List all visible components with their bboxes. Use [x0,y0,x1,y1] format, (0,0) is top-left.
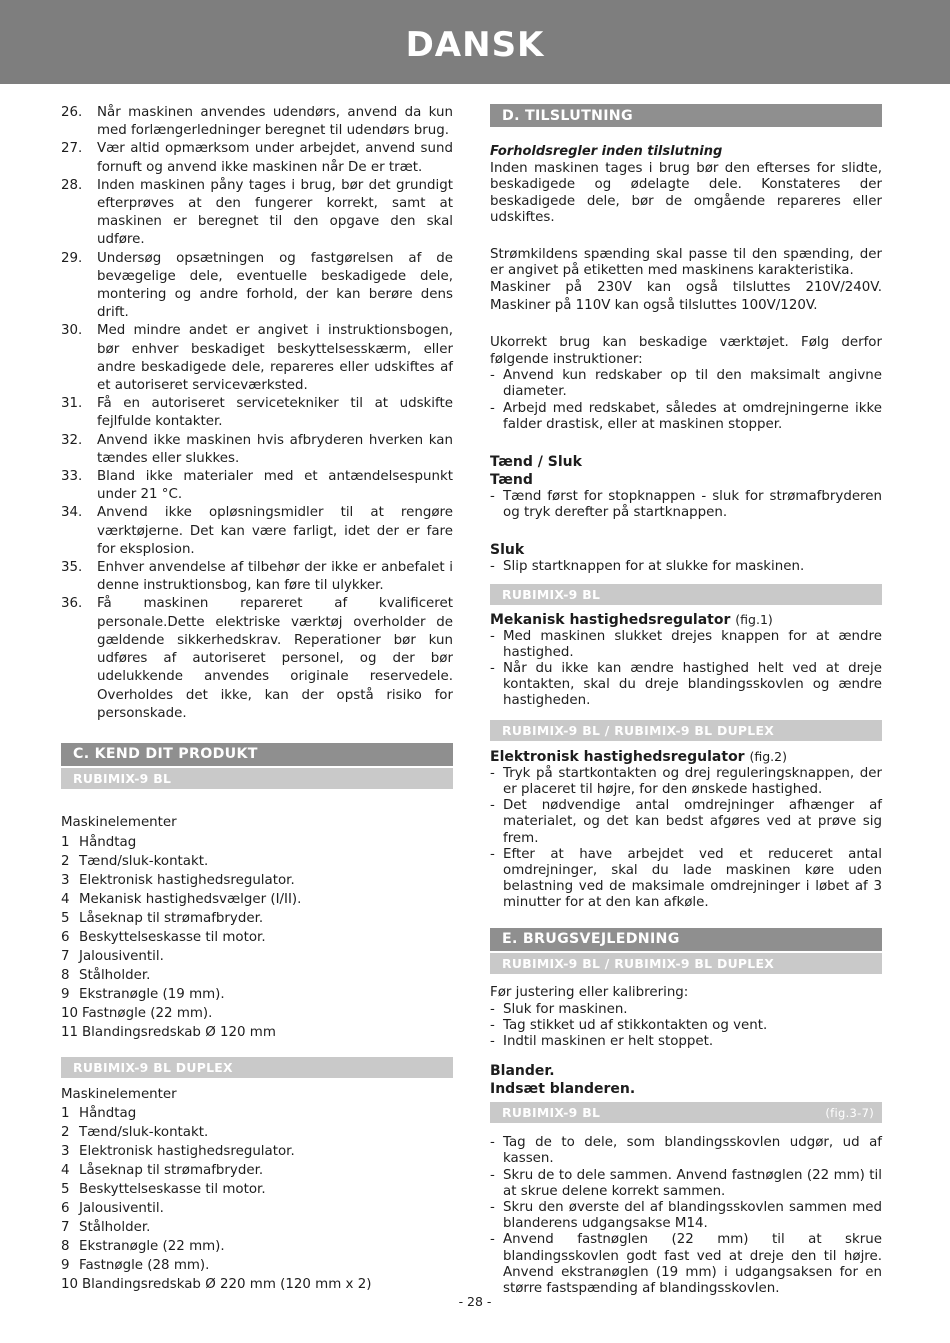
left-column [61,104,453,1294]
section-e-header: E. BRUGSVEJLEDNING [490,928,882,951]
insert-heading: Indsæt blanderen. [490,1081,636,1098]
item-text: Beskyttelseskasse til motor. [79,929,266,945]
list-item [61,1218,453,1237]
item-text: Jalousiventil. [79,1201,164,1217]
list-item [61,1256,453,1275]
item-number: 5 [61,1182,70,1198]
item-number: 2 [61,1125,70,1141]
section-d-header: D. TILSLUTNING [490,104,882,127]
item-number: 36. [61,596,83,612]
elements-label: Maskinelementer [61,814,177,830]
list-item [61,468,453,504]
item-number: 27. [61,141,83,157]
list-item [61,1142,453,1161]
item-number: 30. [61,323,83,339]
list-item [61,322,453,395]
list-item [61,250,453,323]
paragraph-inspection: Inden maskinen tages i brug bør den efterses for slidte, beskadigede og ødelagte dele. Konstateres der beskadigede dele, bør de omgående repareres eller udskiftes. [490,161,882,226]
list-item [61,871,453,890]
list-item [61,852,453,871]
item-number: 2 [61,853,70,869]
adjust-intro: Før justering eller kalibrering: [490,984,689,1000]
list-item: - Sluk for maskinen. [490,1002,882,1018]
list-item: - Tryk på startkontakten og drej reguleringsknappen, der er placeret til højre, for den ønskede hastighed. [490,766,882,798]
item-text: Elektronisk hastighedsregulator. [79,872,295,888]
item-text: Beskyttelseskasse til motor. [79,1182,266,1198]
item-number: 8 [61,1239,70,1255]
list-item: - Tag de to dele, som blandingsskovlen udgør, ud af kassen. [490,1135,882,1167]
off-heading: Sluk [490,542,525,559]
item-number: 11 [61,1024,79,1040]
item-text: Fastnøgle (22 mm). [82,1005,213,1021]
item-text: Mekanisk hastighedsvælger (I/II). [79,891,302,907]
item-number: 10 [61,1005,79,1021]
element-list-duplex [61,1104,453,1294]
list-item [61,559,453,595]
item-text: Elektronisk hastighedsregulator. [79,1144,295,1160]
adjust-list [490,1002,882,1051]
list-item: - Når du ikke kan ændre hastighed helt ved at dreje kontakten, skal du dreje blandingsskovlen og ændre hastigheden. [490,661,882,710]
item-number: 7 [61,1220,70,1236]
paragraph-voltage-compat: Maskiner på 230V kan også tilsluttes 210V/240V. Maskiner på 110V kan også tilsluttes 100V/120V. [490,280,882,314]
item-number: 4 [61,1163,70,1179]
elements-label-duplex: Maskinelementer [61,1086,177,1102]
list-item: - Slip startknappen for at slukke for maskinen. [490,559,882,575]
item-number: 8 [61,967,70,983]
list-item [61,104,453,140]
list-item [61,1123,453,1142]
list-item [61,928,453,947]
item-number: 5 [61,910,70,926]
on-heading: Tænd [490,472,533,489]
item-text: Få en autoriseret servicetekniker til at udskifte fejlfulde kontakter. [97,396,453,430]
list-item [61,1104,453,1123]
item-number: 35. [61,560,83,576]
mech-subheader: RUBIMIX-9 BL [490,584,882,605]
item-text: Blandingsredskab Ø 220 mm (120 mm x 2) [82,1277,372,1293]
item-number: 6 [61,1201,70,1217]
usage-list [490,368,882,433]
item-text: Håndtag [79,1106,137,1122]
item-text: Fastnøgle (28 mm). [79,1258,210,1274]
list-item: - Indtil maskinen er helt stoppet. [490,1034,882,1050]
list-item [61,1237,453,1256]
list-item [61,985,453,1004]
item-number: 33. [61,469,83,485]
item-number: 34. [61,505,83,521]
list-item [61,1161,453,1180]
item-number: 4 [61,891,70,907]
item-text: Ekstranøgle (19 mm). [79,986,225,1002]
item-text: Vær altid opmærksom under arbejdet, anvend sund fornuft og anvend ikke maskinen når De er træt. [97,141,453,175]
item-number: 6 [61,929,70,945]
list-item [61,140,453,176]
item-number: 1 [61,1106,70,1122]
item-text: Stålholder. [79,1220,151,1236]
item-number: 1 [61,834,70,850]
item-text: Blandingsredskab Ø 120 mm [82,1024,276,1040]
item-text: Låseknap til strømafbryder. [79,1163,264,1179]
elec-list [490,766,882,912]
paragraph-usage: Ukorrekt brug kan beskadige værktøjet. Følg derfor følgende instruktioner: [490,335,882,367]
section-c-header: C. KEND DIT PRODUKT [61,743,453,766]
item-text: Håndtag [79,834,137,850]
list-item [61,890,453,909]
list-item [61,1023,453,1042]
section-e-subheader: RUBIMIX-9 BL / RUBIMIX-9 BL DUPLEX [490,953,882,974]
right-column [490,104,882,1297]
element-list-rubimix [61,833,453,1042]
item-text: Låseknap til strømafbryder. [79,910,264,926]
mounting-steps-list [490,1135,882,1297]
item-number: 3 [61,1144,70,1160]
item-text: Ekstranøgle (22 mm). [79,1239,225,1255]
mech-heading: Mekanisk hastighedsregulator (fig.1) [490,611,773,628]
list-item: - Anvend kun redskaber op til den maksimalt angivne diameter. [490,368,882,400]
mech-list [490,629,882,710]
item-text: Jalousiventil. [79,948,164,964]
item-text: Inden maskinen påny tages i brug, bør det grundigt efterprøves at den fungerer korrekt, samt at maskinen er beregnet til den opgave den skal udføre. [97,177,453,248]
list-item [61,966,453,985]
page-title: DANSK [405,25,545,65]
list-item: - Tag stikket ud af stikkontakten og vent. [490,1018,882,1034]
on-list [490,489,882,521]
page-number: - 28 - [458,1294,492,1309]
precautions-heading: Forholdsregler inden tilslutning [490,144,723,159]
list-item [61,1275,453,1294]
item-text: Få maskinen repareret af kvalificeret personale.Dette elektriske værktøj overholder de gældende sikkerhedskrav. Reperationer bør kun udføres af autoriseret personel, og der bør udelukkende anvendes originale reservedele. Overholdes det ikke, kan der opstå risiko for personskade. [97,596,453,721]
section-c-subheader: RUBIMIX-9 BL [61,768,453,789]
item-number: 26. [61,105,83,120]
list-item [61,595,453,722]
list-item [61,1004,453,1023]
list-item [61,504,453,559]
list-item [61,909,453,928]
item-text: Anvend ikke maskinen hvis afbryderen hverken kan tændes eller slukkes. [97,432,453,466]
item-text: Tænd/sluk-kontakt. [79,853,209,869]
list-item: - Skru de to dele sammen. Anvend fastnøglen (22 mm) til at skrue delene korrekt sammen. [490,1168,882,1200]
list-item [61,1199,453,1218]
item-number: 7 [61,948,70,964]
item-text: Tænd/sluk-kontakt. [79,1125,209,1141]
paragraph-voltage: Strømkildens spænding skal passe til den spænding, der er angivet på etiketten med maskinens karakteristika. [490,246,882,279]
item-number: 9 [61,1258,70,1274]
item-text: Enhver anvendelse af tilbehør der ikke er anbefalet i denne instruktionsbog, kan føre til ulykker. [97,560,453,594]
list-item [61,833,453,852]
list-item: - Det nødvendige antal omdrejninger afhænger af materialet, og det kan bedst afgøres ved at prøve sig frem. [490,798,882,847]
item-text: Når maskinen anvendes udendørs, anvend da kun med forlængerledninger beregnet til udendørs brug. [97,105,453,139]
list-item: - Tænd først for stopknappen - sluk for strømafbryderen og tryk derefter på startknappen. [490,489,882,521]
list-item: - Efter at have arbejdet ved et reduceret antal omdrejninger, skal du lade maskinen køre uden belastning ved de maksimale omdrejninger i løbet af 3 minutter for at den kan afkøle. [490,847,882,912]
mixer-heading: Blander. [490,1063,555,1080]
item-number: 3 [61,872,70,888]
item-text: Stålholder. [79,967,151,983]
elec-subheader: RUBIMIX-9 BL / RUBIMIX-9 BL DUPLEX [490,720,882,741]
list-item: - Arbejd med redskabet, således at omdrejningerne ikke falder drastisk, eller at maskinen stopper. [490,401,882,433]
list-item: - Anvend fastnøglen (22 mm) til at skrue blandingsskovlen godt fast ved at dreje den til højre. Anvend ekstranøglen (19 mm) i udgangsaksen for en større fastspænding af blandingsskovlen. [490,1232,882,1297]
list-item [61,947,453,966]
item-text: Bland ikke materialer med et antændelsespunkt under 21 °C. [97,469,453,503]
list-item: - Skru den øverste del af blandingsskovlen sammen med blanderens udgangsakse M14. [490,1200,882,1232]
off-list [490,559,882,575]
item-number: 28. [61,177,83,193]
item-number: 31. [61,396,83,412]
onoff-heading: Tænd / Sluk [490,454,582,471]
safety-list [61,104,453,723]
item-text: Anvend ikke opløsningsmidler til at rengøre værktøjerne. Det kan være farligt, idet der er fare for eksplosion. [97,505,453,557]
elec-heading: Elektronisk hastighedsregulator (fig.2) [490,748,787,765]
item-text: Med mindre andet er angivet i instruktionsbogen, bør enhver beskadiget beskyttelsesskærm, eller andre beskadigede dele, repareres eller udskiftes af et autoriseret serviceværksted. [97,323,453,394]
list-item [61,395,453,431]
list-item: - Med maskinen slukket drejes knappen for at ændre hastighed. [490,629,882,661]
steps-subheader: RUBIMIX-9 BL (fig.3-7) [490,1102,882,1123]
list-item [61,177,453,250]
duplex-subheader: RUBIMIX-9 BL DUPLEX [61,1057,453,1078]
item-number: 10 [61,1277,79,1293]
item-number: 9 [61,986,70,1002]
item-number: 29. [61,250,83,266]
list-item [61,432,453,468]
item-number: 32. [61,432,83,448]
item-text: Undersøg opsætningen og fastgørelsen af de bevægelige dele, eventuelle beskadigede dele, montering og andre forhold, der kan berøre dens drift. [97,250,453,321]
page-header [0,0,950,84]
list-item [61,1180,453,1199]
